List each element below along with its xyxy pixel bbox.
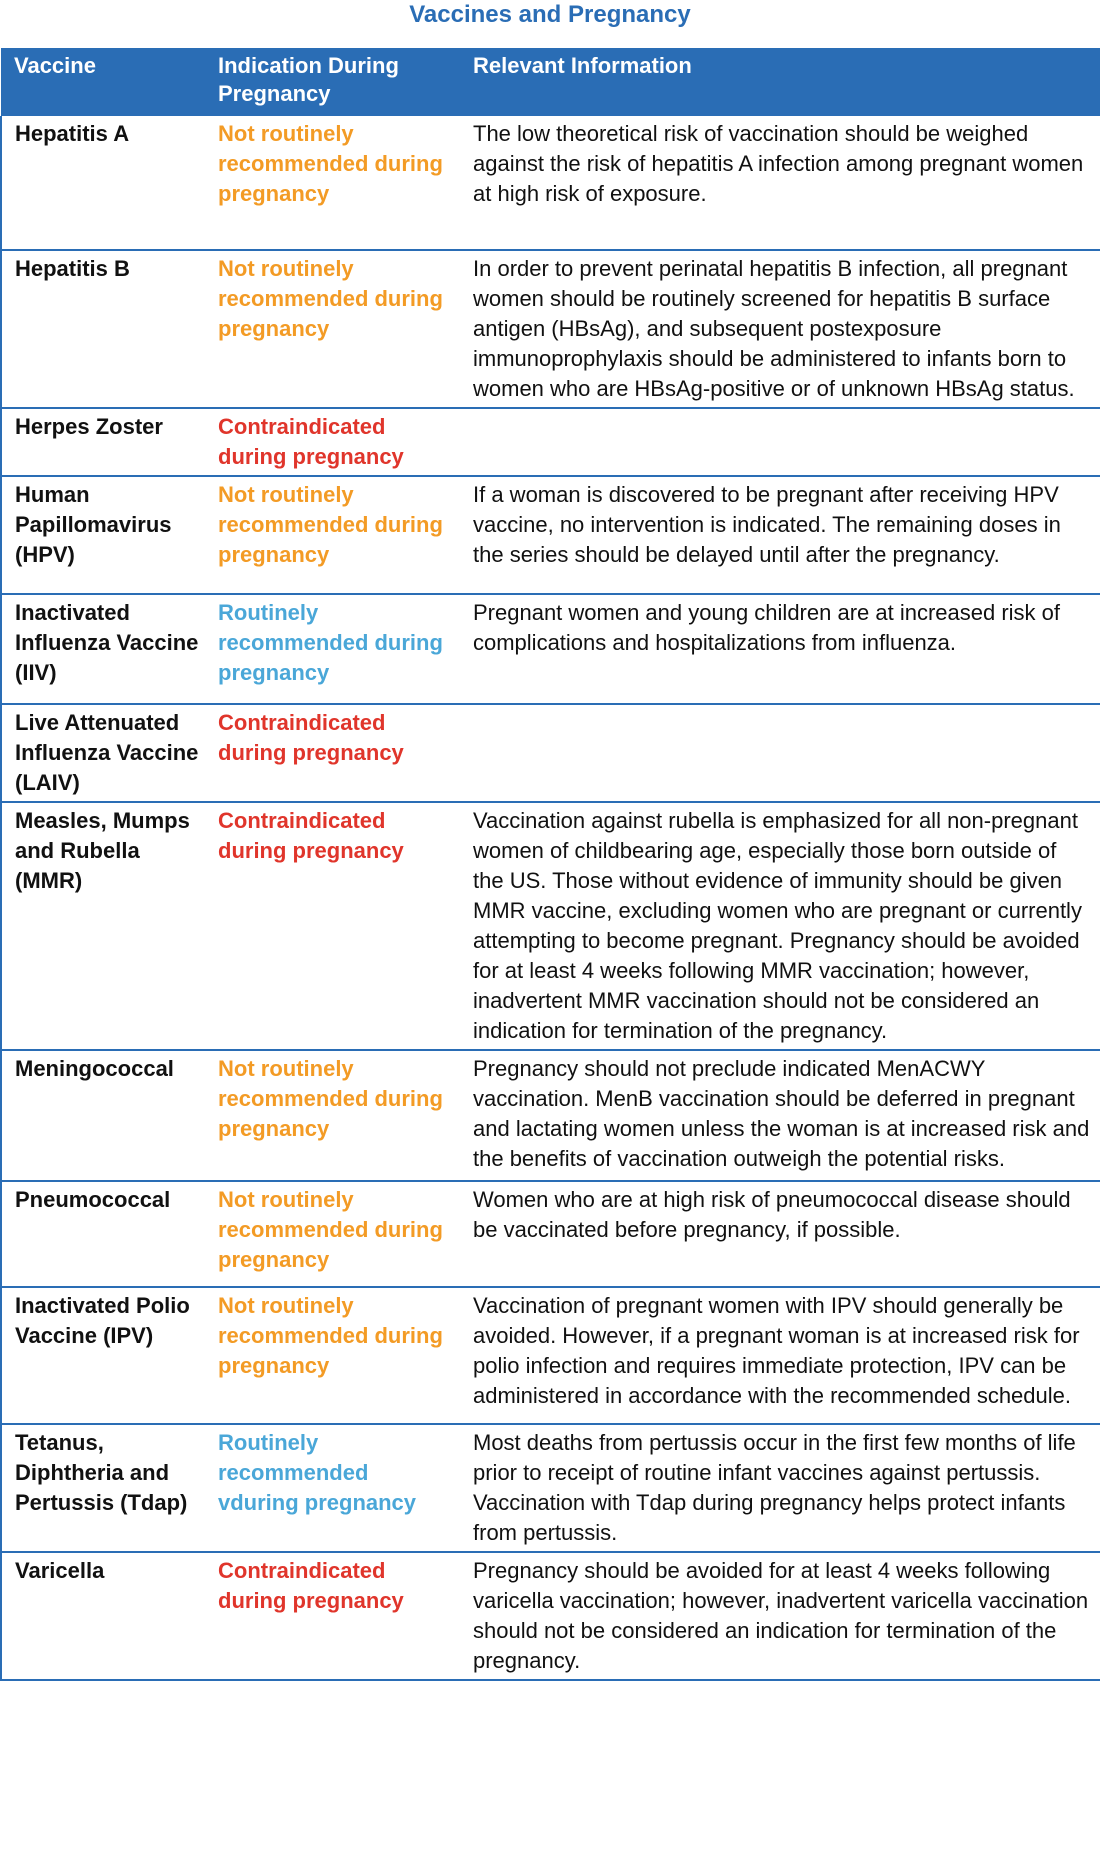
relevant-information: Vaccination of pregnant women with IPV should generally be avoided. However, if a pregnant woman is at increased risk for polio infection and requires immediate protection, IPV can be administered in accordance with the recommended schedule. [459, 1287, 1100, 1424]
indication-status: Routinely recommended during pregnancy [205, 594, 459, 704]
relevant-information: In order to prevent perinatal hepatitis B infection, all pregnant women should be routinely screened for hepatitis B surface antigen (HBsAg), and subsequent postexposure immunoprophylaxis should be administered to infants born to women who are HBsAg-positive or of unknown HBsAg status. [459, 250, 1100, 408]
relevant-information [459, 704, 1100, 802]
indication-status: Not routinely recommended during pregnancy [205, 1287, 459, 1424]
table-row [1, 250, 1100, 408]
table-row [1, 476, 1100, 594]
table-row [1, 704, 1100, 802]
relevant-information: Pregnancy should be avoided for at least 4 weeks following varicella vaccination; however, inadvertent varicella vaccination should not be considered an indication for termination of the pregnancy. [459, 1552, 1100, 1680]
relevant-information: Pregnant women and young children are at increased risk of complications and hospitalizations from influenza. [459, 594, 1100, 704]
relevant-information [459, 408, 1100, 476]
relevant-information: The low theoretical risk of vaccination should be weighed against the risk of hepatitis A infection among pregnant women at high risk of exposure. [459, 116, 1100, 250]
relevant-information: Pregnancy should not preclude indicated MenACWY vaccination. MenB vaccination should be deferred in pregnant and lactating women unless the woman is at increased risk and the benefits of vaccination outweigh the potential risks. [459, 1050, 1100, 1181]
relevant-information: If a woman is discovered to be pregnant after receiving HPV vaccine, no intervention is indicated. The remaining doses in the series should be delayed until after the pregnancy. [459, 476, 1100, 594]
vaccine-name: Meningococcal [1, 1050, 205, 1181]
indication-status: Not routinely recommended during pregnancy [205, 250, 459, 408]
vaccine-name: Varicella [1, 1552, 205, 1680]
header-vaccine: Vaccine [14, 53, 96, 78]
indication-status: Contraindicated during pregnancy [205, 1552, 459, 1680]
indication-status: Contraindicated during pregnancy [205, 408, 459, 476]
vaccine-name: Inactivated Polio Vaccine (IPV) [1, 1287, 205, 1424]
indication-status: Contraindicated during pregnancy [205, 802, 459, 1050]
indication-status: Not routinely recommended during pregnancy [205, 476, 459, 594]
table-row [1, 1424, 1100, 1552]
table-row [1, 1181, 1100, 1287]
vaccine-name: Hepatitis B [1, 250, 205, 408]
vaccine-name: Human Papillomavirus (HPV) [1, 476, 205, 594]
table-row [1, 1287, 1100, 1424]
table-row [1, 1050, 1100, 1181]
vaccine-name: Pneumococcal [1, 1181, 205, 1287]
relevant-information: Vaccination against rubella is emphasized for all non-pregnant women of childbearing age, especially those born outside of the US. Those without evidence of immunity should be given MMR vaccine, excluding women who are pregnant or currently attempting to become pregnant. Pregnancy should be avoided for at least 4 weeks following MMR vaccination; however, inadvertent MMR vaccination should not be considered an indication for termination of the pregnancy. [459, 802, 1100, 1050]
indication-status: Contraindicated during pregnancy [205, 704, 459, 802]
vaccine-name: Measles, Mumps and Rubella (MMR) [1, 802, 205, 1050]
header-relevant-information: Relevant Information [473, 53, 692, 78]
indication-status: Routinely recommended vduring pregnancy [205, 1424, 459, 1552]
table-header-row [1, 48, 1100, 116]
vaccine-name: Tetanus, Diphtheria and Pertussis (Tdap) [1, 1424, 205, 1552]
relevant-information: Most deaths from pertussis occur in the first few months of life prior to receipt of routine infant vaccines against pertussis. Vaccination with Tdap during pregnancy helps protect infants from pertussis. [459, 1424, 1100, 1552]
vaccine-name: Live Attenuated Influenza Vaccine (LAIV) [1, 704, 205, 802]
indication-status: Not routinely recommended during pregnancy [205, 1050, 459, 1181]
relevant-information: Women who are at high risk of pneumococcal disease should be vaccinated before pregnancy, if possible. [459, 1181, 1100, 1287]
table-row [1, 408, 1100, 476]
table-row [1, 116, 1100, 250]
table-row [1, 802, 1100, 1050]
header-indication: Indication During Pregnancy [218, 53, 399, 106]
indication-status: Not routinely recommended during pregnancy [205, 116, 459, 250]
table-body [1, 116, 1100, 1680]
table-row [1, 1552, 1100, 1680]
vaccine-name: Inactivated Influenza Vaccine (IIV) [1, 594, 205, 704]
vaccines-table [0, 48, 1100, 1681]
vaccine-name: Hepatitis A [1, 116, 205, 250]
page-title: Vaccines and Pregnancy [409, 1, 691, 28]
indication-status: Not routinely recommended during pregnancy [205, 1181, 459, 1287]
table-row [1, 594, 1100, 704]
vaccine-name: Herpes Zoster [1, 408, 205, 476]
